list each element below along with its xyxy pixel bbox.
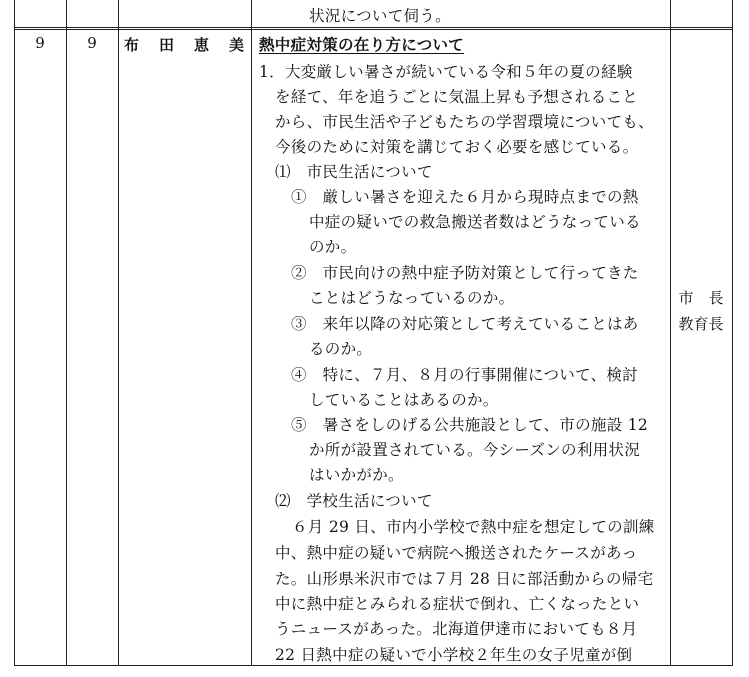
column-divider-2	[118, 0, 119, 666]
question-line: た。山形県米沢市では７月 28 日に部活動からの帰宅	[275, 570, 654, 588]
question-line: 中、熱中症の疑いで病院へ搬送されたケースがあっ	[275, 544, 638, 562]
question-line: していることはあるのか。	[309, 391, 499, 409]
question-line: ことはどうなっているのか。	[309, 289, 515, 307]
question-line: 中症の疑いでの救急搬送者数はどうなっている	[309, 213, 641, 231]
respondent-education-superintendent: 教育長	[678, 315, 724, 333]
question-line: ① 厳しい暑さを迎えた６月から現時点までの熱	[291, 188, 639, 206]
questioner-name	[118, 34, 250, 55]
column-divider-1	[66, 0, 67, 666]
question-line: るのか。	[309, 340, 373, 358]
question-line: ③ 来年以降の対応策として考えていることはあ	[291, 315, 639, 333]
column-divider-3	[251, 0, 252, 666]
question-line: ④ 特に、７月、８月の行事開催について、検討	[291, 366, 638, 384]
question-line: から、市民生活や子どもたちの学習環境についても、	[275, 113, 654, 131]
question-line: を経て、年を追うごとに気温上昇も予想されること	[275, 88, 639, 106]
question-line: ６月 29 日、市内小学校で熱中症を想定しての訓練	[292, 518, 655, 536]
name-char-4: 美	[228, 36, 244, 54]
row-separator	[14, 27, 733, 30]
question-line: か所が設置されている。今シーズンの利用状況	[309, 441, 641, 459]
question-line: ⑵ 学校生活について	[275, 492, 433, 510]
respondent-mayor: 市 長	[678, 289, 724, 307]
question-heading: 熱中症対策の在り方について	[259, 35, 465, 54]
table-border-right	[732, 0, 733, 666]
row-number-col1: 9	[35, 34, 45, 52]
name-char-2: 田	[158, 36, 174, 54]
previous-row-text: 状況について伺う。	[309, 7, 451, 25]
table-border-left	[14, 0, 15, 666]
question-line: ⑴ 市民生活について	[275, 163, 433, 181]
question-line: 1．大変厳しい暑さが続いている令和５年の夏の経験	[259, 63, 633, 81]
question-line: 今後のために対策を講じておく必要を感じている。	[275, 138, 639, 156]
question-line: 中に熱中症とみられる症状で倒れ、亡くなったとい	[275, 595, 640, 613]
question-line: うニュースがあった。北海道伊達市においても８月	[275, 620, 638, 638]
table-bottom-border	[14, 665, 733, 666]
question-line: ② 市民向けの熱中症予防対策として行ってきた	[291, 264, 639, 282]
question-line: 22 日熱中症の疑いで小学校２年生の女子児童が倒	[275, 646, 633, 664]
question-line: ⑤ 暑さをしのげる公共施設として、市の施設 12	[291, 416, 649, 434]
row-number-col2: 9	[87, 34, 97, 52]
name-char-1: 布	[124, 36, 140, 54]
question-line: はいかがか。	[309, 466, 404, 484]
question-line: のか。	[309, 238, 357, 256]
name-char-3: 恵	[193, 36, 209, 54]
